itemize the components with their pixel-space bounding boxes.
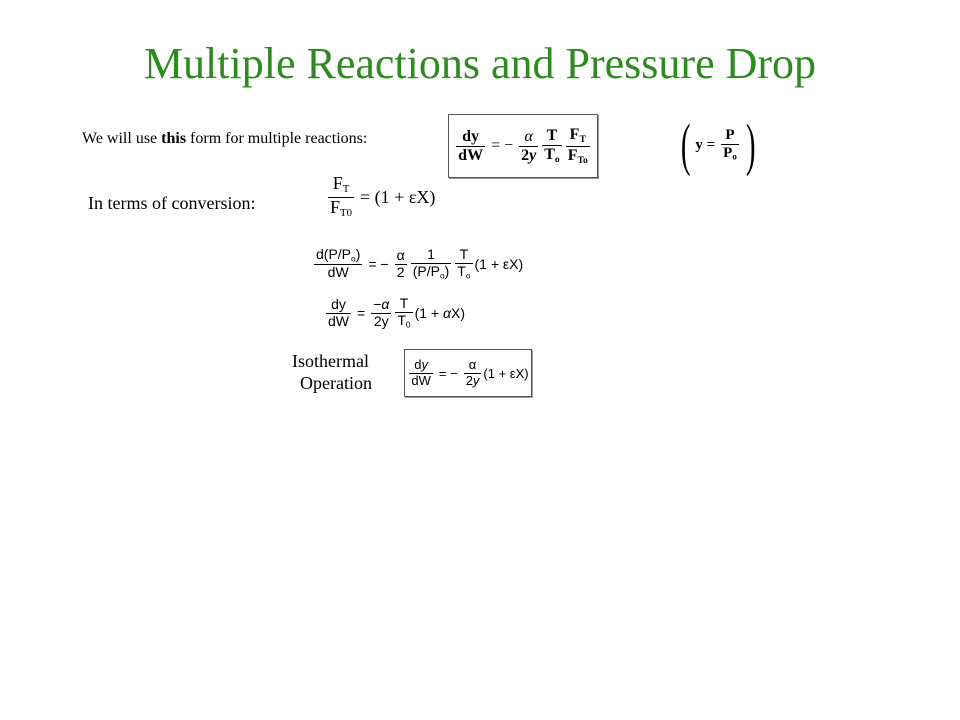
dy-equation: $\frac{dy}{dW}$ = $\frac{-\alpha}{2y}$ $\frac{T}{T_0}$ (1 + αX) [328,295,465,330]
isothermal-equation-box: $\frac{dy}{dW}$ = − $\frac{\alpha}{2y}$ (1 + εX) [404,349,532,397]
p-over-po: $\frac{P}{P_o}$ [723,127,737,162]
intro-suffix: form for multiple reactions: [186,130,368,147]
ft-over-fto: $\frac{F_T}{F_{To}}$ [567,126,588,166]
isothermal-line2: Operation [300,373,372,393]
slide-title: Multiple Reactions and Pressure Drop [143,39,817,88]
ft-ratio-equation: $\frac{F_T}{F_{T0}}$ = (1 + εX) [330,173,436,219]
intro-text [82,130,367,148]
main-equation-box: $\frac{dy}{dW}$ = − $\frac{\alpha}{2y}$ $\frac{T}{T_o}$ $\frac{F_T}{F_{To}}$ [448,114,598,178]
y-definition: ( y = $\frac{P}{P_o}$ ) [680,112,756,177]
conversion-label: In terms of conversion: [88,193,256,213]
isothermal-line1: Isothermal [292,351,369,371]
t-over-to: $\frac{T}{T_o}$ [544,126,560,165]
dp-equation: $\frac{d(P/P_o)}{dW}$ = − $\frac{\alpha}{2}$ $\frac{1}{(P/P_o)}$ $\frac{T}{T_o}$ (1 + εX) [316,246,524,281]
alpha-over-2y: $\frac{\alpha}{2y}$ [521,127,537,164]
dp-dw-fraction: $\frac{d(P/P_o)}{dW}$ [316,246,361,281]
dy-dw-fraction: $\frac{dy}{dW}$ [458,127,484,164]
ft-over-ft0: $\frac{F_T}{F_{T0}}$ [330,173,353,219]
dy-dw-fraction-2: $\frac{dy}{dW}$ [328,296,349,329]
intro-prefix: We will use [82,130,162,147]
intro-bold: this [161,130,187,147]
isothermal-label [292,350,372,394]
